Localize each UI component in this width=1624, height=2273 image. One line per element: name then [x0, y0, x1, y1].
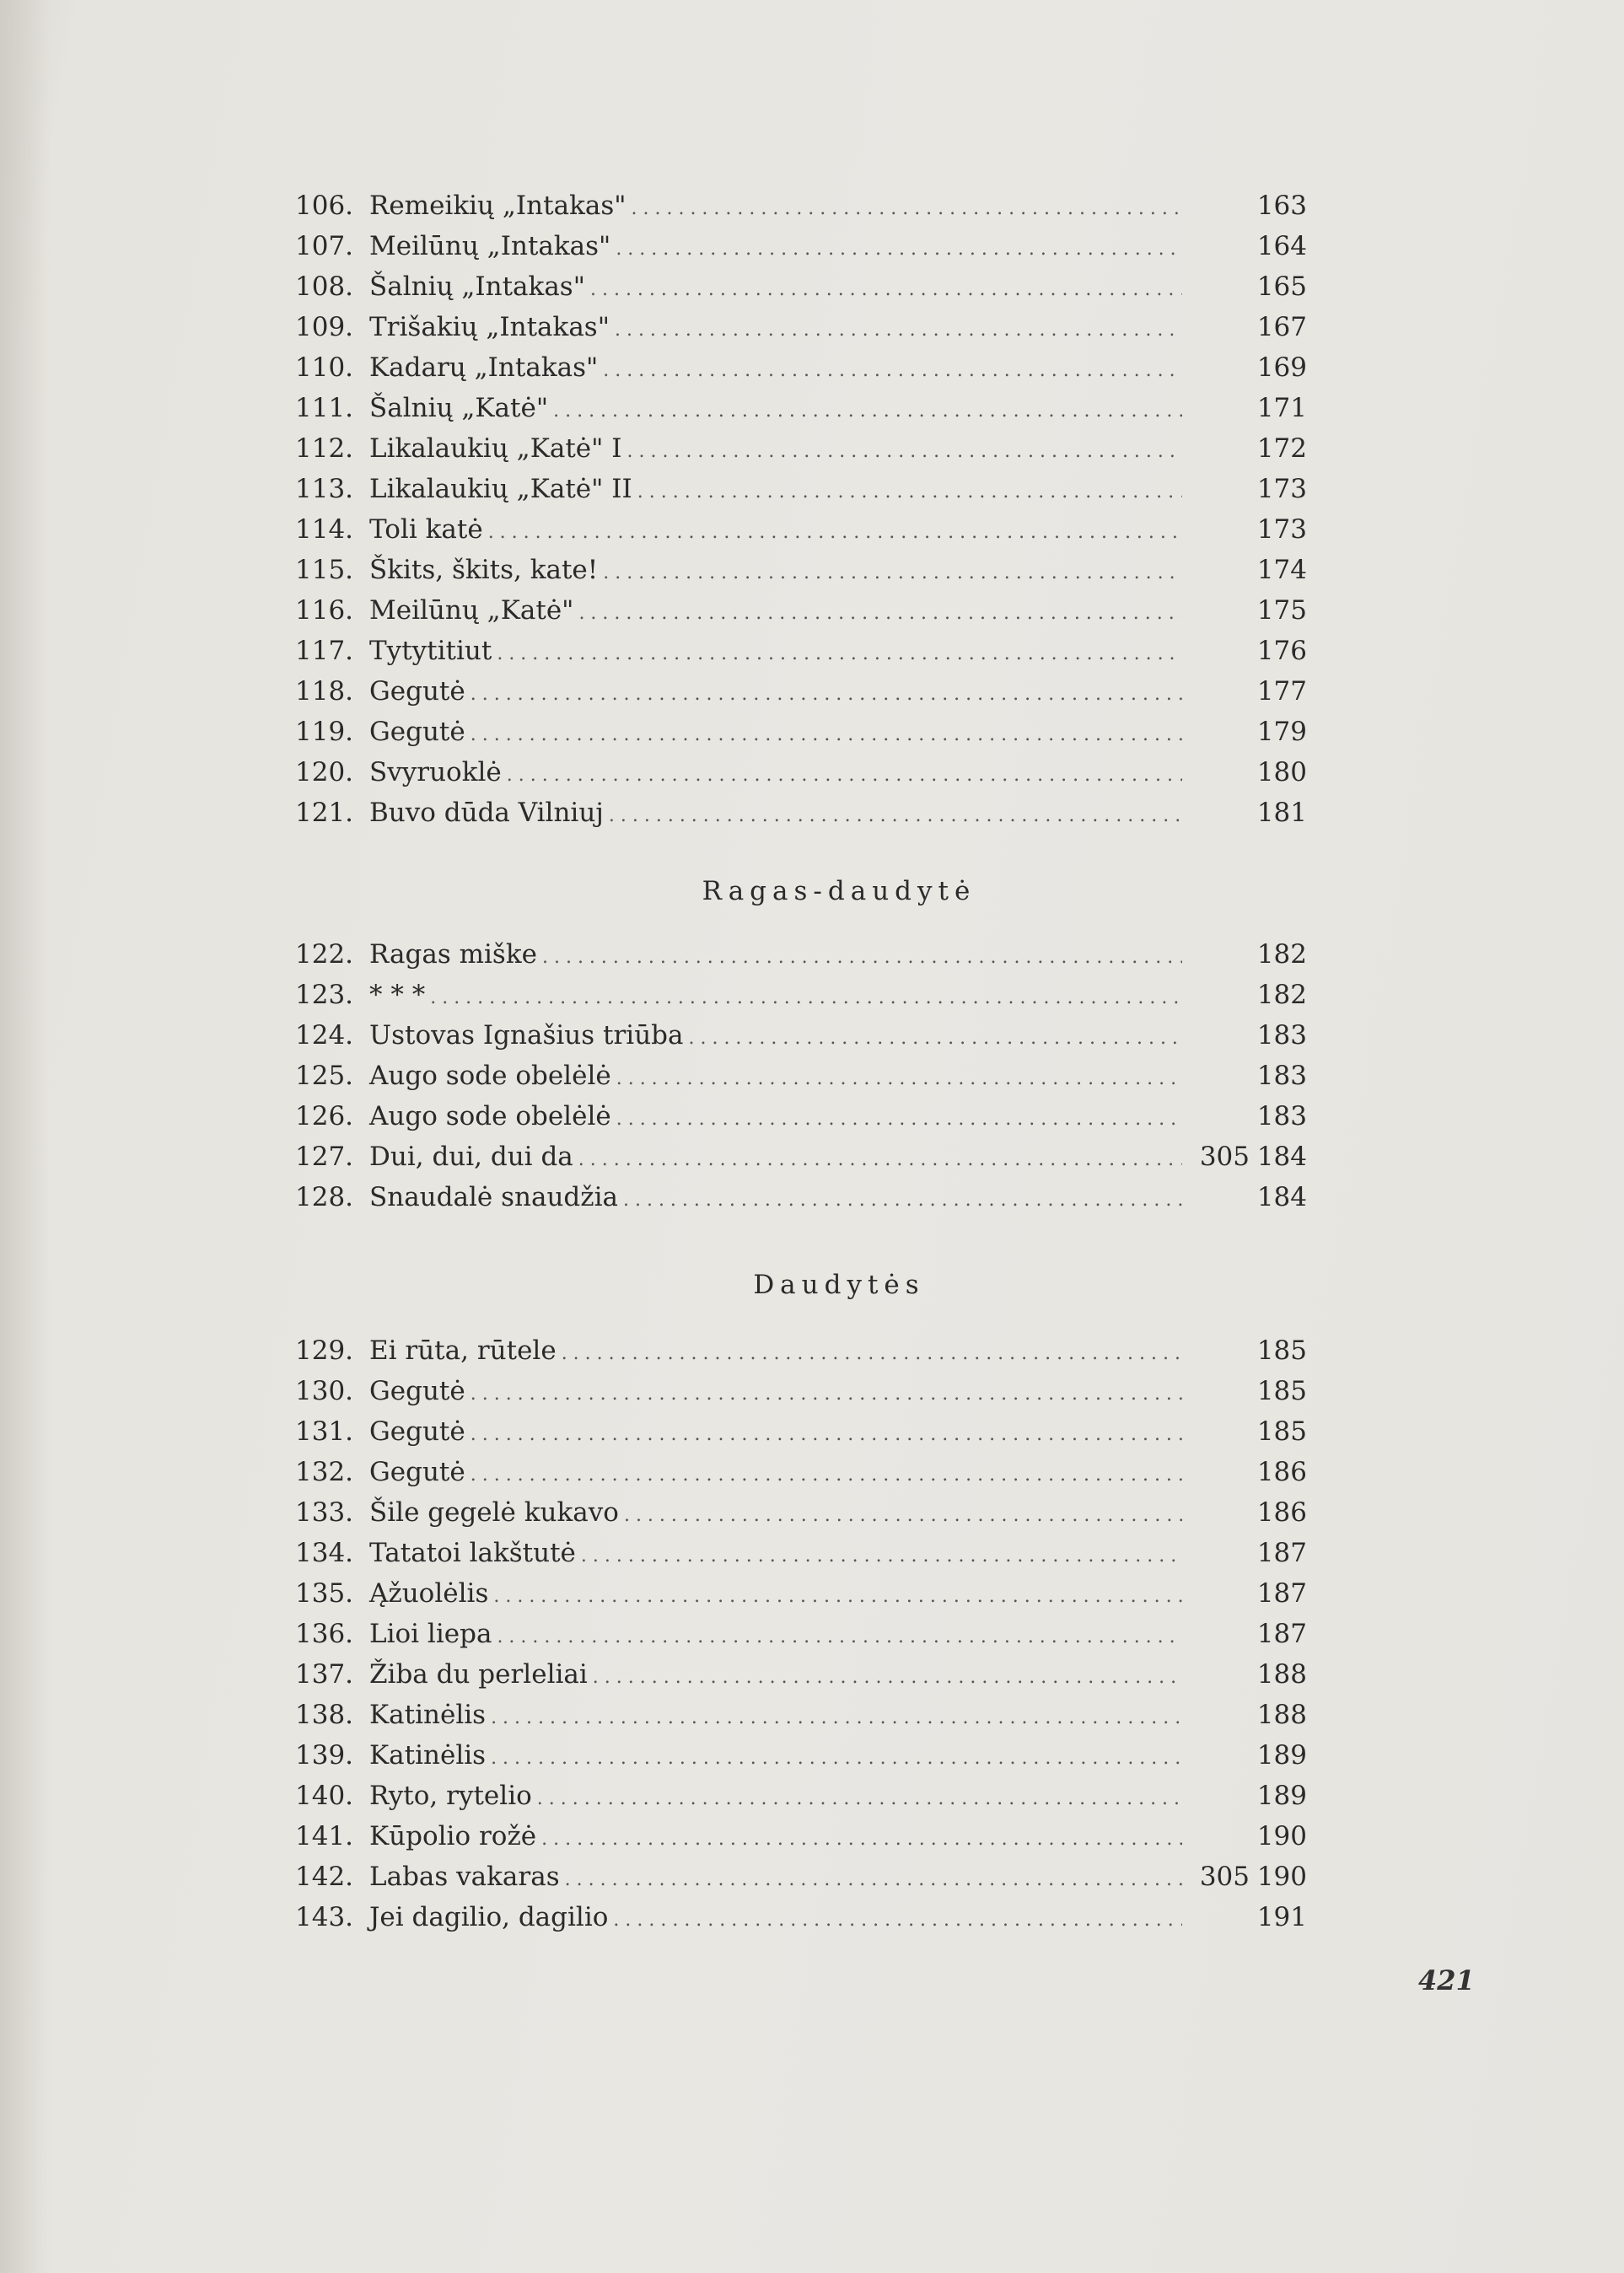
toc-entry [295, 185, 1307, 226]
entry-title: Katinėlis [369, 1740, 487, 1771]
toc-entry [295, 509, 1307, 550]
toc-entry [295, 1330, 1307, 1371]
entry-title: Gegutė [369, 1416, 465, 1447]
toc-entry [295, 975, 1307, 1015]
entry-number: 129. [295, 1335, 354, 1366]
toc-entry [295, 1096, 1307, 1136]
entry-number: 134. [295, 1538, 354, 1568]
entry-title: Šalnių „Intakas" [369, 271, 585, 302]
toc-entry [295, 347, 1307, 388]
entry-page-number: 165 [1256, 271, 1307, 302]
toc-entry [295, 752, 1307, 793]
entry-page-number: 172 [1256, 433, 1307, 464]
entry-page-number: 191 [1256, 1902, 1307, 1932]
toc-entry [295, 1897, 1307, 1937]
entry-number: 110. [295, 352, 354, 383]
toc-entry [295, 307, 1307, 347]
entry-number: 114. [295, 514, 354, 545]
toc-entry [295, 1056, 1307, 1096]
entry-title: Trišakių „Intakas" [369, 312, 610, 342]
entry-number: 125. [295, 1061, 354, 1091]
toc-entry [295, 1573, 1307, 1614]
toc-entry [295, 388, 1307, 428]
entry-number: 117. [295, 636, 354, 666]
dot-leader [623, 1177, 1182, 1217]
entry-number: 141. [295, 1821, 354, 1851]
dot-leader [553, 388, 1182, 428]
entry-number: 131. [295, 1416, 354, 1447]
dot-leader [471, 1411, 1182, 1452]
dot-leader [471, 712, 1182, 752]
entry-title: Tatatoi lakštutė [369, 1538, 576, 1568]
toc-entry [295, 590, 1307, 631]
entry-page-number: 169 [1256, 352, 1307, 383]
entry-page-number: 183 [1256, 1101, 1307, 1131]
dot-leader [542, 934, 1182, 975]
entry-number: 139. [295, 1740, 354, 1771]
entry-page-number: 163 [1256, 191, 1307, 221]
entry-page-number: 180 [1256, 757, 1307, 787]
entry-title: Šalnių „Katė" [369, 393, 549, 423]
entry-number: 136. [295, 1619, 354, 1649]
entry-page-number: 182 [1256, 980, 1307, 1010]
entry-title: Augo sode obelėlė [369, 1101, 611, 1131]
entry-number: 112. [295, 433, 354, 464]
dot-leader [471, 671, 1182, 712]
dot-leader [616, 1056, 1182, 1096]
toc-entry [295, 1177, 1307, 1217]
entry-number: 142. [295, 1862, 354, 1892]
toc-entry [295, 1411, 1307, 1452]
dot-leader [616, 226, 1182, 266]
entry-title: Labas vakaras [369, 1862, 560, 1892]
dot-leader [613, 1897, 1182, 1937]
toc-entry [295, 1015, 1307, 1056]
dot-leader [616, 1096, 1182, 1136]
entry-page-number: 182 [1256, 939, 1307, 970]
entry-page-number: 171 [1256, 393, 1307, 423]
toc-entry [295, 1776, 1307, 1816]
dot-leader [603, 550, 1182, 590]
entry-title: Toli katė [369, 514, 483, 545]
entry-page-number: 188 [1256, 1659, 1307, 1690]
toc-entry [295, 934, 1307, 975]
entry-page-number: 177 [1256, 676, 1307, 707]
dot-leader [637, 469, 1182, 509]
dot-leader [471, 1371, 1182, 1411]
toc-entry [295, 1371, 1307, 1411]
entry-page-number: 181 [1256, 798, 1307, 828]
entry-title: Kūpolio rožė [369, 1821, 537, 1851]
toc-entry [295, 266, 1307, 307]
entry-number: 128. [295, 1182, 354, 1212]
entry-title: Gegutė [369, 1457, 465, 1487]
entry-page-number: 186 [1256, 1457, 1307, 1487]
dot-leader [688, 1015, 1182, 1056]
toc-entry [295, 631, 1307, 671]
entry-number: 127. [295, 1142, 354, 1172]
dot-leader [590, 266, 1182, 307]
entry-title: Gegutė [369, 717, 465, 747]
entry-number: 138. [295, 1700, 354, 1730]
entry-page-number: 164 [1256, 231, 1307, 261]
toc-entry [295, 1857, 1307, 1897]
entry-title: Ąžuolėlis [369, 1578, 489, 1609]
toc-entry [295, 1816, 1307, 1857]
entry-number: 143. [295, 1902, 354, 1932]
entry-title: Kadarų „Intakas" [369, 352, 599, 383]
dot-leader [627, 428, 1182, 469]
entry-number: 121. [295, 798, 354, 828]
entry-page-number: 189 [1256, 1740, 1307, 1771]
entry-title: Gegutė [369, 676, 465, 707]
entry-number: 119. [295, 717, 354, 747]
entry-title: Svyruoklė [369, 757, 502, 787]
entry-title: Dui, dui, dui da [369, 1142, 573, 1172]
dot-leader [497, 1614, 1182, 1654]
entry-number: 137. [295, 1659, 354, 1690]
dot-leader [578, 1136, 1182, 1177]
toc-entry [295, 1614, 1307, 1654]
entry-page-number: 173 [1256, 474, 1307, 504]
entry-page-number: 176 [1256, 636, 1307, 666]
toc-entry [295, 1695, 1307, 1735]
entry-title: Meilūnų „Intakas" [369, 231, 611, 261]
dot-leader [565, 1857, 1182, 1897]
entry-title: Lioi liepa [369, 1619, 492, 1649]
entry-title: Remeikių „Intakas" [369, 191, 626, 221]
entry-page-number: 185 [1256, 1416, 1307, 1447]
entry-title: Jei dagilio, dagilio [369, 1902, 609, 1932]
dot-leader [497, 631, 1182, 671]
toc-entry [295, 1492, 1307, 1533]
entry-page-number: 174 [1256, 555, 1307, 585]
dot-leader [507, 752, 1182, 793]
entry-title: Ustovas Ignašius triūba [369, 1020, 684, 1051]
entry-title: Ragas miške [369, 939, 537, 970]
dot-leader [609, 793, 1182, 833]
entry-music-page: 305 [1199, 1142, 1250, 1172]
page-edge-shadow [0, 0, 51, 2273]
entry-page-number: 175 [1256, 595, 1307, 626]
entry-music-page: 305 [1199, 1862, 1250, 1892]
entry-page-number: 185 [1256, 1376, 1307, 1406]
entry-title: Gegutė [369, 1376, 465, 1406]
entry-number: 135. [295, 1578, 354, 1609]
section-heading-daudytes: Daudytės [753, 1270, 925, 1300]
dot-leader [493, 1573, 1182, 1614]
dot-leader [581, 1533, 1182, 1573]
entry-number: 115. [295, 555, 354, 585]
toc-entry [295, 428, 1307, 469]
entry-number: 133. [295, 1497, 354, 1528]
toc-entry [295, 550, 1307, 590]
entry-number: 124. [295, 1020, 354, 1051]
dot-leader [488, 509, 1182, 550]
entry-number: 109. [295, 312, 354, 342]
entry-title: Ryto, rytelio [369, 1781, 532, 1811]
entry-title: Augo sode obelėlė [369, 1061, 611, 1091]
toc-entry [295, 1136, 1307, 1177]
entry-title: Šile gegelė kukavo [369, 1497, 619, 1528]
entry-page-number: 187 [1256, 1578, 1307, 1609]
entry-number: 123. [295, 980, 354, 1010]
entry-page-number: 189 [1256, 1781, 1307, 1811]
entry-title: Ei rūta, rūtele [369, 1335, 557, 1366]
dot-leader [491, 1735, 1182, 1776]
entry-title: Buvo dūda Vilniuj [369, 798, 604, 828]
entry-page-number: 188 [1256, 1700, 1307, 1730]
entry-page-number: 179 [1256, 717, 1307, 747]
entry-title: Žiba du perleliai [369, 1659, 588, 1690]
entry-number: 116. [295, 595, 354, 626]
dot-leader [615, 307, 1182, 347]
entry-number: 132. [295, 1457, 354, 1487]
toc-entry [295, 469, 1307, 509]
dot-leader [578, 590, 1182, 631]
entry-number: 120. [295, 757, 354, 787]
dot-leader [491, 1695, 1182, 1735]
toc-entry [295, 1533, 1307, 1573]
entry-number: 118. [295, 676, 354, 707]
entry-page-number: 190 [1256, 1821, 1307, 1851]
toc-entry [295, 712, 1307, 752]
dot-leader [471, 1452, 1182, 1492]
toc-entry [295, 793, 1307, 833]
entry-title: * * * [369, 980, 426, 1010]
entry-page-number: 186 [1256, 1497, 1307, 1528]
toc-entry [295, 226, 1307, 266]
entry-page-number: 187 [1256, 1538, 1307, 1568]
entry-list-2 [295, 934, 1307, 1217]
entry-page-number: 187 [1256, 1619, 1307, 1649]
entry-number: 113. [295, 474, 354, 504]
toc-entry [295, 1654, 1307, 1695]
entry-list-1 [295, 185, 1307, 833]
page-folio-number: 421 [1418, 1964, 1475, 1996]
entry-list-3 [295, 1330, 1307, 1937]
entry-title: Likalaukių „Katė" II [369, 474, 632, 504]
entry-title: Likalaukių „Katė" I [369, 433, 622, 464]
dot-leader [541, 1816, 1182, 1857]
section-heading-ragas-daudyte: Ragas-daudytė [702, 876, 976, 906]
dot-leader [603, 347, 1182, 388]
dot-leader [624, 1492, 1182, 1533]
entry-number: 140. [295, 1781, 354, 1811]
entry-page-number: 190 [1256, 1862, 1307, 1892]
dot-leader [632, 185, 1182, 226]
entry-page-number: 185 [1256, 1335, 1307, 1366]
dot-leader [430, 975, 1182, 1015]
entry-page-number: 167 [1256, 312, 1307, 342]
entry-page-number: 183 [1256, 1061, 1307, 1091]
toc-entry [295, 1452, 1307, 1492]
entry-title: Škits, škits, kate! [369, 555, 599, 585]
entry-number: 130. [295, 1376, 354, 1406]
dot-leader [537, 1776, 1182, 1816]
entry-number: 106. [295, 191, 354, 221]
entry-number: 108. [295, 271, 354, 302]
toc-entry [295, 671, 1307, 712]
dot-leader [593, 1654, 1182, 1695]
entry-title: Katinėlis [369, 1700, 487, 1730]
entry-number: 111. [295, 393, 354, 423]
entry-page-number: 183 [1256, 1020, 1307, 1051]
entry-title: Snaudalė snaudžia [369, 1182, 618, 1212]
table-of-contents [295, 185, 1307, 1937]
entry-title: Meilūnų „Katė" [369, 595, 574, 626]
entry-page-number: 173 [1256, 514, 1307, 545]
entry-title: Tytytitiut [369, 636, 492, 666]
entry-number: 126. [295, 1101, 354, 1131]
entry-number: 122. [295, 939, 354, 970]
entry-number: 107. [295, 231, 354, 261]
entry-page-number: 184 [1256, 1182, 1307, 1212]
dot-leader [562, 1330, 1182, 1371]
toc-entry [295, 1735, 1307, 1776]
entry-page-number: 184 [1256, 1142, 1307, 1172]
